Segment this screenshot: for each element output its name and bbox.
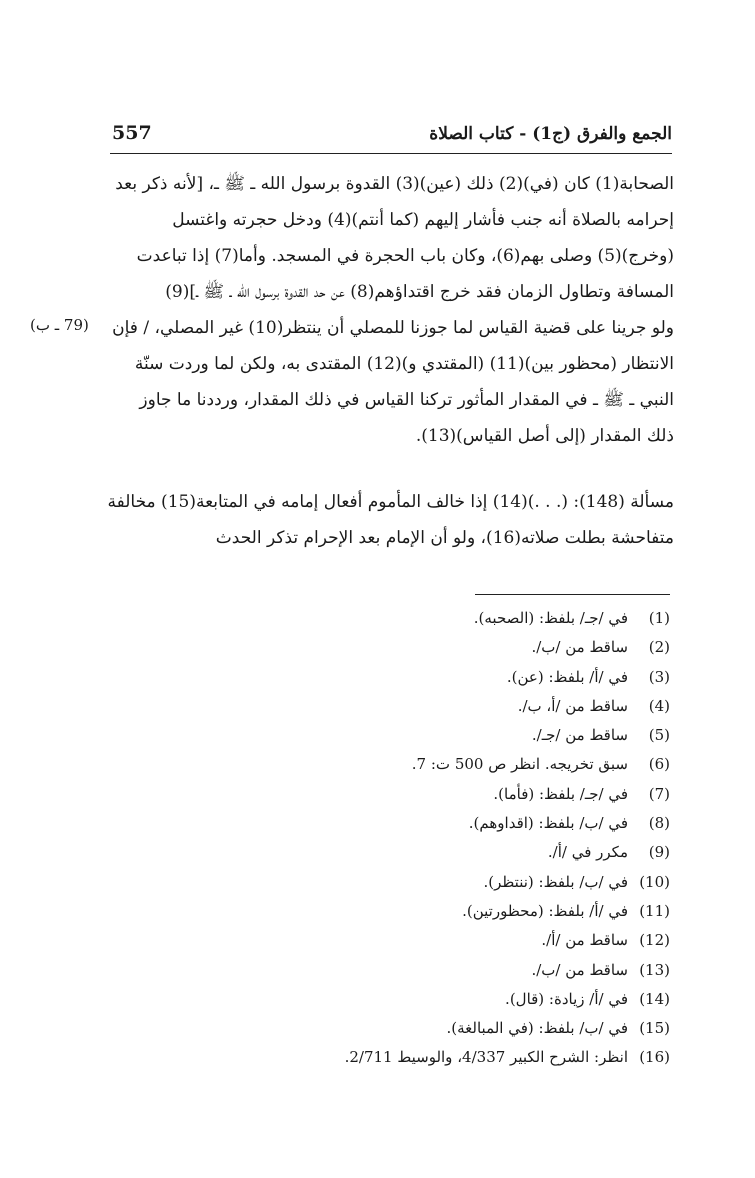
footnote-text: ساقط من /أ/. [541, 931, 628, 950]
footnote-number: (6) [648, 755, 670, 774]
text-line: إحرامه بالصلاة أنه جنب فأشار إليهم (كما أنتم)(4) ودخل حجرته واغتسل [172, 210, 674, 230]
footnote-number: (14) [639, 989, 670, 1008]
footnote-text: في /جـ/ بلفظ: (الصحبه). [473, 609, 628, 627]
footnote-text: في /ب/ بلفظ: (ننتظر). [483, 872, 628, 891]
issue-section [94, 484, 674, 556]
footnote-item [250, 868, 670, 897]
footnote-text: انظر: الشرح الكبير 4/337، والوسيط 2/711. [344, 1048, 628, 1067]
text-line: ذلك المقدار (إلى أصل القياس)(13). [415, 426, 674, 446]
footnote-text: ساقط من /أ، ب/. [517, 696, 628, 715]
footnotes-list [250, 604, 670, 1073]
footnote-number: (3) [648, 667, 670, 686]
footnote-text: في /ب/ بلفظ: (في المبالغة). [446, 1019, 628, 1038]
footnote-item [250, 692, 670, 721]
footnote-number: (12) [639, 931, 670, 950]
footnote-item [250, 750, 670, 779]
running-title: الجمع والفرق (ج1) - كتاب الصلاة [429, 124, 672, 144]
footnote-number: (4) [648, 696, 670, 715]
footnote-item [250, 809, 670, 838]
page-number: 557 [112, 122, 152, 144]
footnote-item [250, 956, 670, 985]
footnote-number: (1) [648, 609, 670, 627]
footnote-item [250, 926, 670, 955]
footnote-item [250, 1014, 670, 1043]
footnote-number: (13) [639, 960, 670, 979]
footnote-text: ساقط من /ب/. [531, 960, 628, 979]
footnote-item [250, 721, 670, 750]
text-line: المسافة وتطاول الزمان فقد خرج اقتداؤهم(8) عن حد القدوة برسول الله ـ ﷺ ـ](9) [165, 282, 674, 302]
footnote-number: (2) [648, 638, 670, 657]
issue-line: مسألة (148): (. . .)(14) إذا خالف المأموم أفعال إمامه في المتابعة(15) مخالفة [107, 492, 674, 512]
footnote-text: في /أ/ بلفظ: (محظورتين). [462, 901, 628, 920]
text-line: الصحابة(1) كان (في)(2) ذلك (عين)(3) القدوة برسول الله ـ ﷺ ـ، [لأنه ذكر بعد [115, 174, 674, 194]
footnote-number: (5) [648, 726, 670, 745]
footnote-item [250, 838, 670, 867]
manuscript-margin-note: (79 ـ ب) [30, 316, 89, 334]
page-header [112, 122, 672, 152]
footnote-rule [475, 594, 670, 595]
footnote-number: (10) [639, 872, 670, 891]
footnote-item [250, 1043, 670, 1072]
footnote-text: سبق تخريجه. انظر ص 500 ت: 7. [411, 755, 628, 774]
footnote-text: في /أ/ بلفظ: (عن). [506, 667, 628, 686]
footnote-text: في /أ/ زيادة: (قال). [505, 989, 628, 1008]
text-line: النبي ـ ﷺ ـ في المقدار المأثور تركنا القياس في ذلك المقدار، ورددنا ما جاوز [139, 390, 674, 410]
footnote-text: في /ب/ بلفظ: (اقداوهم). [468, 814, 628, 833]
footnote-number: (9) [648, 843, 670, 862]
footnote-number: (15) [639, 1019, 670, 1038]
footnote-number: (7) [648, 784, 670, 803]
footnote-item [250, 897, 670, 926]
main-text [94, 166, 674, 454]
text-line: (وخرج)(5) وصلى بهم(6)، وكان باب الحجرة في المسجد. وأما(7) إذا تباعدت [136, 246, 674, 266]
text-line: الانتظار (محظور بين)(11) (المقتدي و)(12) المقتدى به، ولكن لما وردت سنّة [134, 354, 674, 374]
footnote-item [250, 604, 670, 633]
footnote-number: (16) [639, 1048, 670, 1067]
footnote-number: (8) [648, 814, 670, 833]
footnote-item [250, 663, 670, 692]
footnote-number: (11) [639, 901, 670, 920]
issue-line: متفاحشة بطلت صلاته(16)، ولو أن الإمام بعد الإحرام تذكر الحدث [215, 528, 674, 548]
footnote-text: مكرر في /أ/. [547, 843, 628, 862]
footnote-item [250, 985, 670, 1014]
footnote-item [250, 780, 670, 809]
footnote-text: في /جـ/ بلفظ: (فأما). [493, 784, 628, 803]
footnote-item [250, 633, 670, 662]
text-line: ولو جرينا على قضية القياس لما جوزنا للمصلي أن ينتظر(10) غير المصلي، / فإن [112, 318, 674, 338]
footnote-text: ساقط من /ب/. [531, 638, 628, 657]
footnote-text: ساقط من /جـ/. [531, 726, 628, 745]
header-rule [110, 153, 672, 154]
